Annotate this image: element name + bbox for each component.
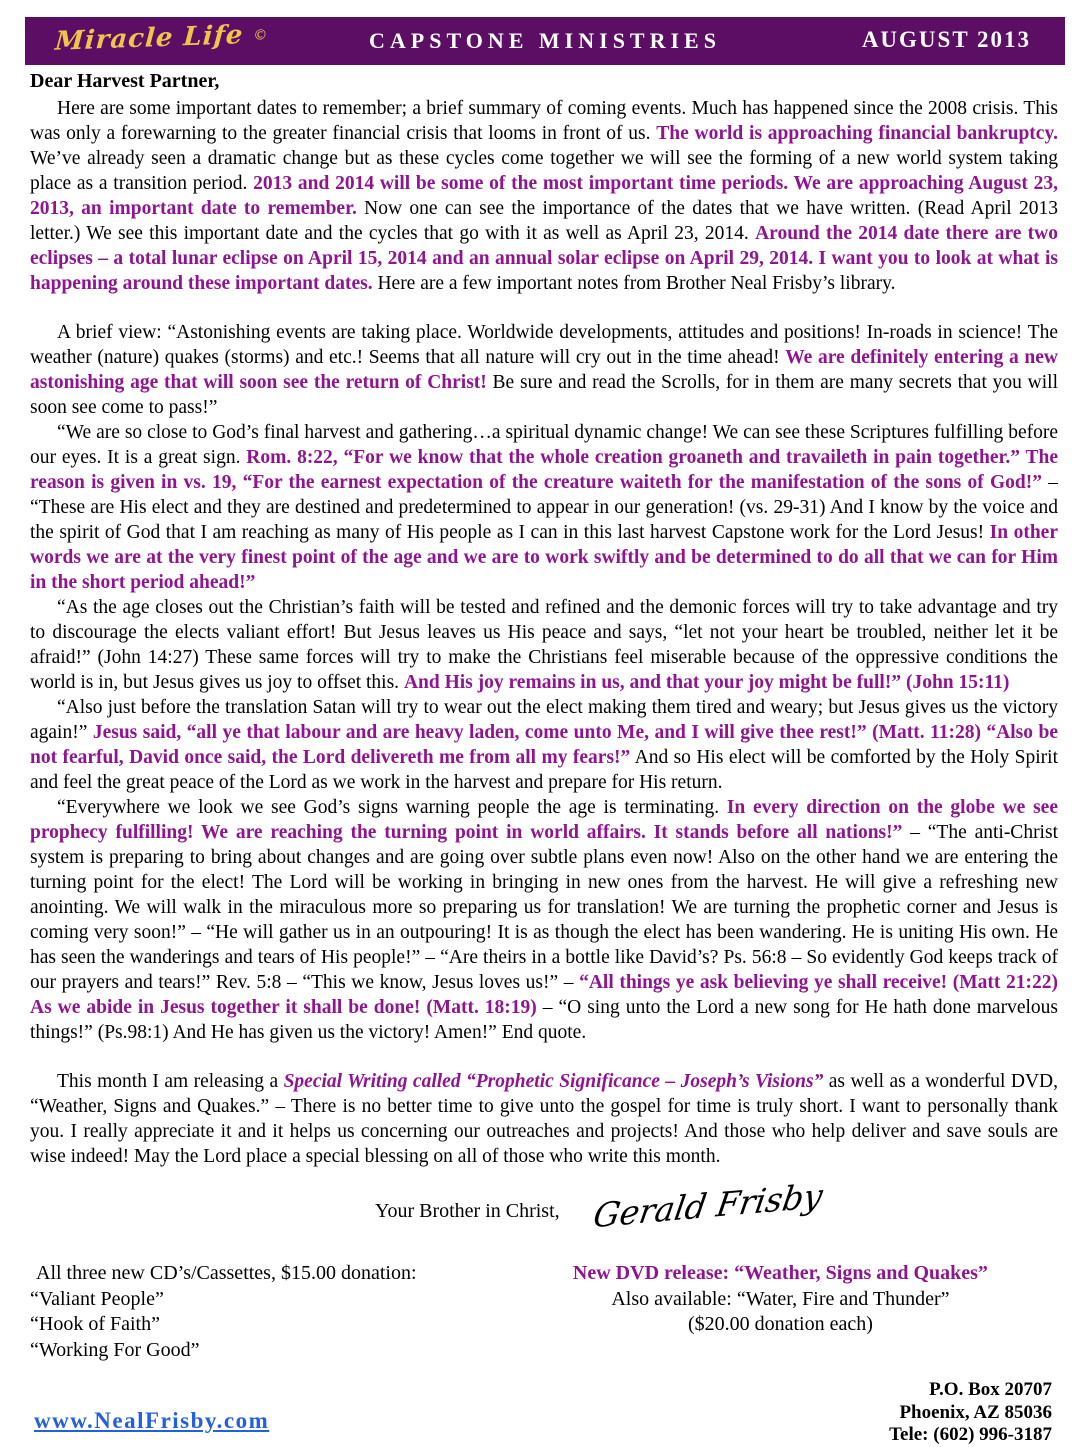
- dvd-donation-note: ($20.00 donation each): [687, 1313, 873, 1335]
- letter-body: [30, 96, 1058, 1169]
- address-block: [889, 1379, 1058, 1447]
- address-line: Tele: (602) 996-3187: [889, 1424, 1052, 1445]
- paragraph: [30, 795, 1058, 1045]
- body-text: – “The anti-Christ system is preparing to bring about changes and are going over subtle plans even now! Also on the other hand we are entering the turning point for the elect! The Lord will be working in bringing in new ones from the harvest. He will give a refreshing new anointing. We will walk in the miraculous more so preparing us for translation! We are turning the prophetic corner and Jesus is coming very soon!” – “He will gather us in an outpouring! It is as though the elect has been wandering. He is uniting His own. He has seen the wanderings and tears of His people!” – “Are theirs in a bottle like David’s? Ps. 56:8 – So evidently God keeps track of our prayers and tears!” Rev. 5:8 – “This we know, Jesus loves us!” –: [30, 822, 1058, 993]
- paragraph: [30, 595, 1058, 695]
- dvd-also-available: Also available: “Water, Fire and Thunder”: [611, 1287, 950, 1310]
- highlighted-text: Around the 2014 date there are two eclipses – a total lunar eclipse on April 15, 2014 and an annual solar eclipse on April 29, 2014. I want you to look at what is happening around these important dates.: [30, 223, 1058, 294]
- cd-offer-item: “Working For Good”: [30, 1338, 200, 1361]
- highlighted-text: Special Writing called “Prophetic Significance – Joseph’s Visions”: [283, 1071, 824, 1092]
- paragraph: [30, 320, 1058, 420]
- highlighted-text: The world is approaching financial bankruptcy.: [656, 123, 1059, 144]
- body-text: – “These are His elect and they are destined and predetermined to appear in our generation! (vs. 29-31) And I know by the voice and the spirit of God that I am reaching as many of His people as I can in this last harvest Capstone work for the Lord Jesus!: [30, 472, 1059, 543]
- masthead-bar: [25, 17, 1065, 65]
- cd-offer-heading: All three new CD’s/Cassettes, $15.00 donation:: [36, 1262, 417, 1284]
- cd-offer-item: “Valiant People”: [30, 1287, 164, 1310]
- cd-offer-item: “Hook of Faith”: [30, 1313, 160, 1335]
- signature-script: Gerald Frisby: [590, 1175, 826, 1236]
- ministry-title: CAPSTONE MINISTRIES: [369, 28, 721, 53]
- body-text: Here are a few important notes from Brother Neal Frisby’s library.: [372, 273, 896, 294]
- highlighted-text: In other words we are at the very finest point of the age and we are to work swiftly and be determined to do all that we can for Him in the short period ahead!”: [30, 522, 1058, 593]
- address-line: P.O. Box 20707: [929, 1379, 1052, 1400]
- highlighted-text: And His joy remains in us, and that your joy might be full!” (John 15:11): [403, 672, 1010, 693]
- body-text: – “O sing unto the Lord a new song for He hath done marvelous things!” (Ps.98:1) And He has given us the victory! Amen!” End quote.: [30, 997, 1058, 1043]
- closing-text: Your Brother in Christ,: [375, 1200, 560, 1222]
- body-text: “We are so close to God’s final harvest and gathering…a spiritual dynamic change! We can see these Scriptures fulfilling before our eyes. It is a great sign.: [30, 422, 1058, 468]
- closing-row: [375, 1175, 1058, 1247]
- body-text: “Everywhere we look we see God’s signs warning people the age is terminating.: [57, 797, 727, 818]
- copyright-icon: ©: [252, 27, 268, 44]
- cd-offer-column: [30, 1261, 503, 1363]
- salutation: Dear Harvest Partner,: [30, 70, 220, 92]
- website-link[interactable]: www.NealFrisby.com: [34, 1407, 270, 1433]
- body-text: Be sure and read the Scrolls, for in them are many secrets that you will soon see come to pass!”: [30, 372, 1059, 418]
- paragraph: [30, 420, 1058, 595]
- letter-content: [30, 69, 1058, 1447]
- paragraph: [30, 695, 1058, 795]
- footer-offers: [30, 1261, 1058, 1363]
- address-line: Phoenix, AZ 85036: [899, 1401, 1052, 1423]
- body-text: A brief view: “Astonishing events are taking place. Worldwide developments, attitudes and positions! In-roads in science! The weather (nature) quakes (storms) and etc.! Seems that all nature will cry out in the time ahead!: [30, 322, 1058, 368]
- highlighted-text: “All things ye ask believing ye shall receive! (Matt 21:22) As we abide in Jesus together it shall be done! (Matt. 18:19): [30, 972, 1058, 1018]
- paragraph: [30, 1069, 1058, 1169]
- issue-date: AUGUST 2013: [861, 27, 1031, 52]
- body-text: Now one can see the importance of the dates that we have written. (Read April 2013 letter.) We see this important date and the cycles that go with it as well as April 23, 2014.: [30, 198, 1058, 244]
- highlighted-text: We are definitely entering a new astonishing age that will soon see the return of Christ!: [30, 347, 1059, 393]
- highlighted-text: Jesus said, “all ye that labour and are heavy laden, come unto Me, and I will give thee rest!” (Matt. 11:28) “Also be not fearful, David once said, the Lord delivereth me from all my fears!”: [30, 722, 1058, 768]
- highlighted-text: 2013 and 2014 will be some of the most important time periods. We are approaching August 23, 2013, an important date to remember.: [30, 173, 1058, 219]
- body-text: And so His elect will be comforted by the Holy Spirit and feel the great peace of the Lord as we work in the harvest and prepare for His return.: [30, 747, 1058, 793]
- body-text: “As the age closes out the Christian’s faith will be tested and refined and the demonic forces will try to take advantage and try to discourage the elects valiant effort! But Jesus leaves us His peace and says, “let not your heart be troubled, neither let it be afraid!” (John 14:27) These same forces will try to make the Christians feel miserable because of the oppressive conditions the world is in, but Jesus gives us joy to offset this.: [30, 597, 1058, 693]
- footer-bottom: [30, 1379, 1058, 1447]
- logo-text: Miracle Life: [54, 20, 245, 57]
- body-text: This month I am releasing a: [57, 1071, 284, 1092]
- dvd-offer-column: [503, 1261, 1058, 1363]
- body-text: “Also just before the translation Satan will try to wear out the elect making them tired and weary; but Jesus gives us the victory again!”: [30, 697, 1058, 743]
- body-text: as well as a wonderful DVD, “Weather, Signs and Quakes.” – There is no better time to give unto the gospel for time is truly short. I want to personally thank you. I really appreciate it and it helps us concerning our outreaches and projects! And those who help deliver and save souls are wise indeed! May the Lord place a special blessing on all of those who write this month.: [30, 1071, 1059, 1167]
- highlighted-text: In every direction on the globe we see prophecy fulfilling! We are reaching the turning point in world affairs. It stands before all nations!”: [30, 797, 1058, 843]
- dvd-release-headline: New DVD release: “Weather, Signs and Quakes”: [572, 1262, 988, 1284]
- paragraph: [30, 96, 1058, 296]
- body-text: Here are some important dates to remember; a brief summary of coming events. Much has happened since the 2008 crisis. This was only a forewarning to the greater financial crisis that looms in front of us.: [30, 98, 1058, 144]
- body-text: We’ve already seen a dramatic change but as these cycles come together we will see the forming of a new world system taking place as a transition period.: [30, 148, 1058, 194]
- highlighted-text: Rom. 8:22, “For we know that the whole creation groaneth and travaileth in pain together.” The reason is given in vs. 19, “For the earnest expectation of the creature waiteth for the manifestation of the sons of God!”: [30, 447, 1058, 493]
